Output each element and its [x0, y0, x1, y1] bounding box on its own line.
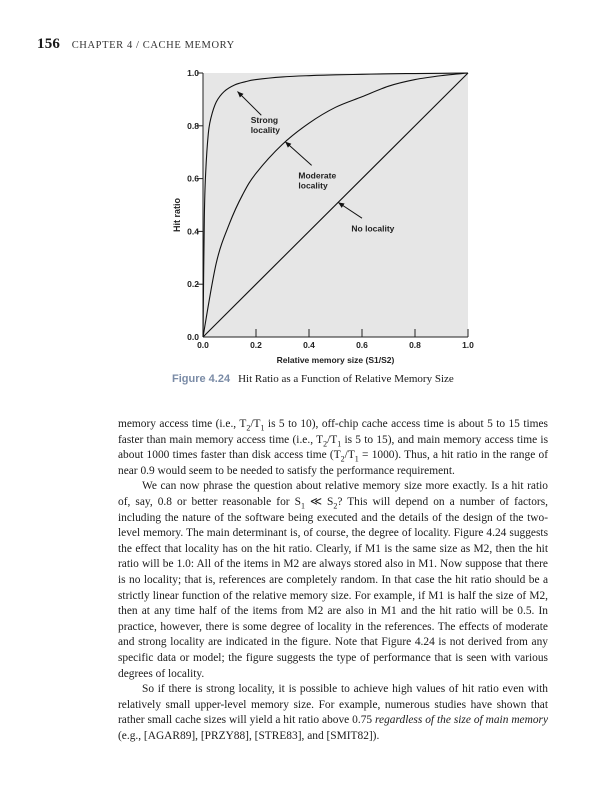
y-tick-label: 1.0	[187, 68, 199, 78]
moderate-locality-label: Moderate locality	[298, 170, 337, 191]
paragraph-1: memory access time (i.e., $T_2/T_1$ is 5 to 10), off-chip cache access time is about 5 to 15 times faster than main memory access time (i.e., $T_2/T_1$ is 5 to 15), and main memory access time is about 1000 times faster than disk access time $(T_2/T_1 = 1000)$. Thus, a hit ratio in the range of near 0.9 would seem to be needed to satisfy the performance requirement.	[118, 418, 549, 477]
figure-caption	[172, 373, 454, 385]
strong-locality-label: Strong locality	[250, 115, 280, 136]
x-tick-label: 0.8	[409, 340, 421, 350]
y-tick-label: 0.0	[187, 332, 199, 342]
body-text	[118, 417, 548, 744]
paragraph-3: So if there is strong locality, it is possible to achieve high values of hit ratio even with relatively small upper-level memory size. For example, numerous studies have shown that rather small cache sizes will yield a hit ratio above 0.75 regardless of the size of main memory (e.g., [AGAR89], [PRZY88], [STRE83], and [SMIT82]).	[118, 683, 549, 742]
x-axis-label: Relative memory size (S1/S2)	[276, 355, 395, 365]
x-tick-label: 0.0	[197, 340, 209, 350]
x-tick-label: 0.2	[250, 340, 262, 350]
paragraph-2: We can now phrase the question about relative memory size more exactly. Is a hit ratio of, say, 0.8 or better reasonable for $S_1$ ≪ $S_2$? This will depend on a number of factors, including the nature of the software being executed and the details of the design of the two-level memory. The main determinant is, of course, the degree of locality. Figure 4.24 suggests the effect that locality has on the hit ratio. Clearly, if M1 is the same size as M2, then the hit ratio will be 1.0: All of the items in M2 are always stored also in M1. Now suppose that there is no locality; that is, references are completely random. In that case the hit ratio should be a strictly linear function of the relative memory size. For example, if M1 is half the size of M2, then at any time half of the items from M2 are also in M1 and the hit ratio will be 0.5. In practice, however, there is some degree of locality in the references. The effects of moderate and strong locality are indicated in the figure. Note that Figure 4.24 is not derived from any specific data or model; the figure suggests the type of performance that is seen with various degrees of locality.	[118, 480, 548, 680]
x-tick-label: 1.0	[462, 340, 474, 350]
figure-label: Figure 4.24	[172, 373, 231, 385]
page-number: 156	[37, 36, 61, 52]
y-tick-label: 0.8	[187, 120, 199, 131]
y-tick-label: 0.6	[187, 173, 199, 184]
x-tick-label: 0.4	[303, 340, 315, 350]
chapter-title: CHAPTER 4 / CACHE MEMORY	[71, 40, 235, 51]
no-locality-label: No locality	[351, 223, 395, 234]
figure-caption-text: Hit Ratio as a Function of Relative Memory Size	[238, 373, 454, 385]
y-axis-label: Hit ratio	[172, 197, 182, 233]
x-tick-label: 0.6	[356, 340, 368, 350]
y-tick-label: 0.2	[187, 279, 199, 290]
italic-phrase: regardless of the size of main memory	[375, 714, 549, 727]
y-tick-label: 0.4	[187, 226, 199, 237]
